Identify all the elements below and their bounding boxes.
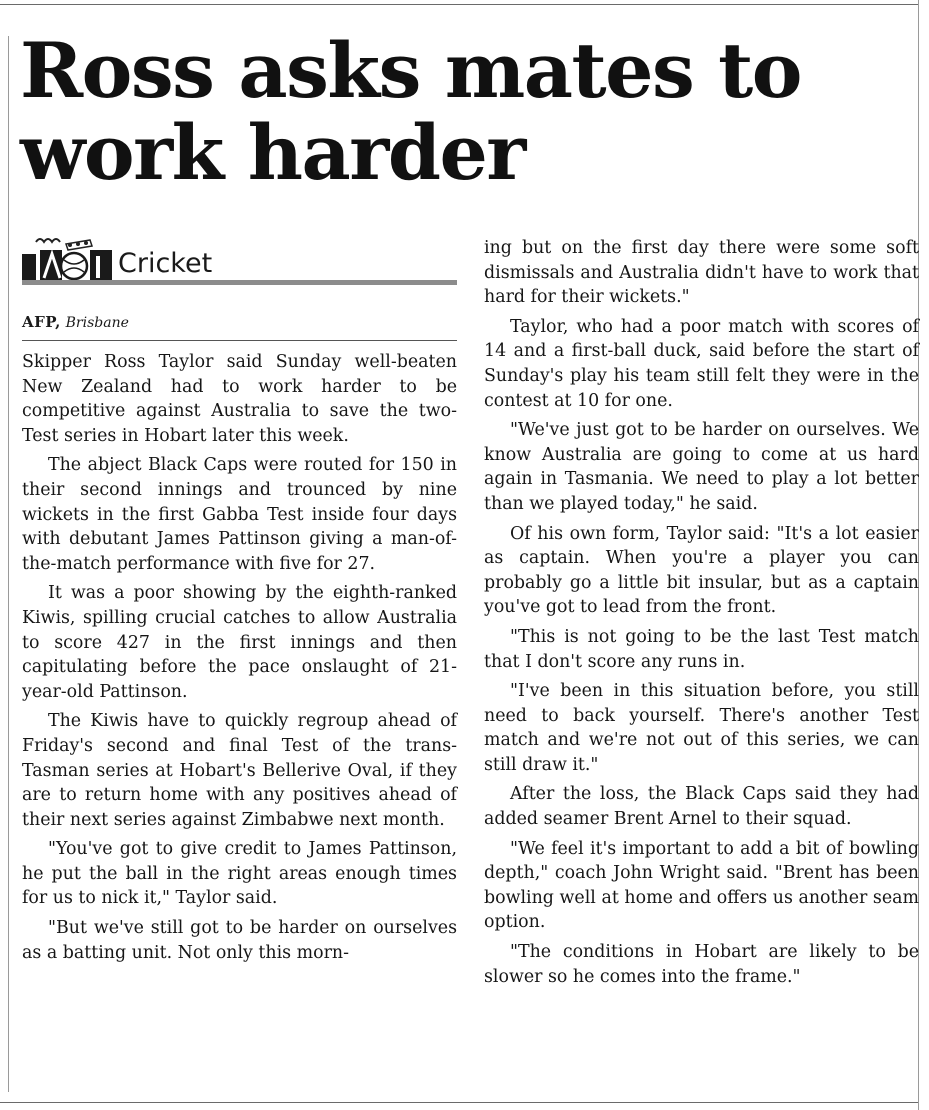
paragraph: "The conditions in Hobart are likely to be slower so he comes into the frame.": [484, 942, 919, 987]
paragraph: "I've been in this situation before, you still need to back yourself. There's another Test match and we're not out of this series, we can still draw it.": [484, 681, 919, 775]
cricket-bat-ball-icon: [22, 234, 114, 282]
paragraph: Skipper Ross Taylor said Sunday well-beaten New Zealand had to work harder to be competitive against Australia to save the two-Test series in Hobart later this week.: [22, 352, 457, 446]
headline: Ross asks mates to work harder: [20, 26, 801, 197]
byline-place: Brisbane: [65, 315, 129, 331]
paragraph: ing but on the first day there were some soft dismissals and Australia didn't have to work that hard for their wickets.": [484, 238, 919, 308]
paragraph: "You've got to give credit to James Pattinson, he put the ball in the right areas enough times for us to nick it," Taylor said.: [22, 839, 457, 909]
paragraph: "We feel it's important to add a bit of bowling depth," coach John Wright said. "Brent has been bowling well at home and offers us another seam option.: [484, 838, 919, 933]
section-tag: [22, 234, 457, 286]
bottom-rule: [0, 1102, 918, 1103]
article-column-right: [484, 236, 919, 994]
paragraph: Of his own form, Taylor said: "It's a lot easier as captain. When you're a player you can probably go a little bit insular, but as a captain you've got to lead from the front.: [484, 523, 919, 618]
top-rule: [0, 4, 918, 5]
section-underline-bar: [22, 280, 457, 285]
left-column-rule: [8, 36, 9, 1092]
paragraph: It was a poor showing by the eighth-ranked Kiwis, spilling crucial catches to allow Australia to score 427 in the first innings and then capitulating before the pace onslaught of 21-year-old Pattinson.: [22, 583, 457, 702]
article-column-left: [22, 350, 457, 970]
byline-agency: AFP,: [22, 313, 61, 331]
paragraph: "But we've still got to be harder on ourselves as a batting unit. Not only this morn-: [22, 918, 457, 963]
paragraph: Taylor, who had a poor match with scores of 14 and a first-ball duck, said before the start of Sunday's play his team still felt they were in the contest at 10 for one.: [484, 316, 919, 411]
byline: [22, 312, 129, 333]
paragraph: After the loss, the Black Caps said they had added seamer Brent Arnel to their squad.: [484, 784, 919, 830]
byline-rule: [22, 340, 457, 341]
paragraph: "This is not going to be the last Test match that I don't score any runs in.: [484, 626, 919, 672]
paragraph: "We've just got to be harder on ourselves. We know Australia are going to come at us hard again in Tasmania. We need to play a lot better than we played today," he said.: [484, 420, 919, 514]
paragraph: The Kiwis have to quickly regroup ahead of Friday's second and final Test of the trans-Tasman series at Hobart's Bellerive Oval, if they are to return home with any positives ahead of their next series against Zimbabwe next month.: [22, 711, 457, 830]
section-label: Cricket: [118, 248, 213, 279]
paragraph: The abject Black Caps were routed for 150 in their second innings and trounced by nine wickets in the first Gabba Test inside four days with debutant James Pattinson giving a man-of-the-match performance with five for 27.: [22, 455, 457, 574]
